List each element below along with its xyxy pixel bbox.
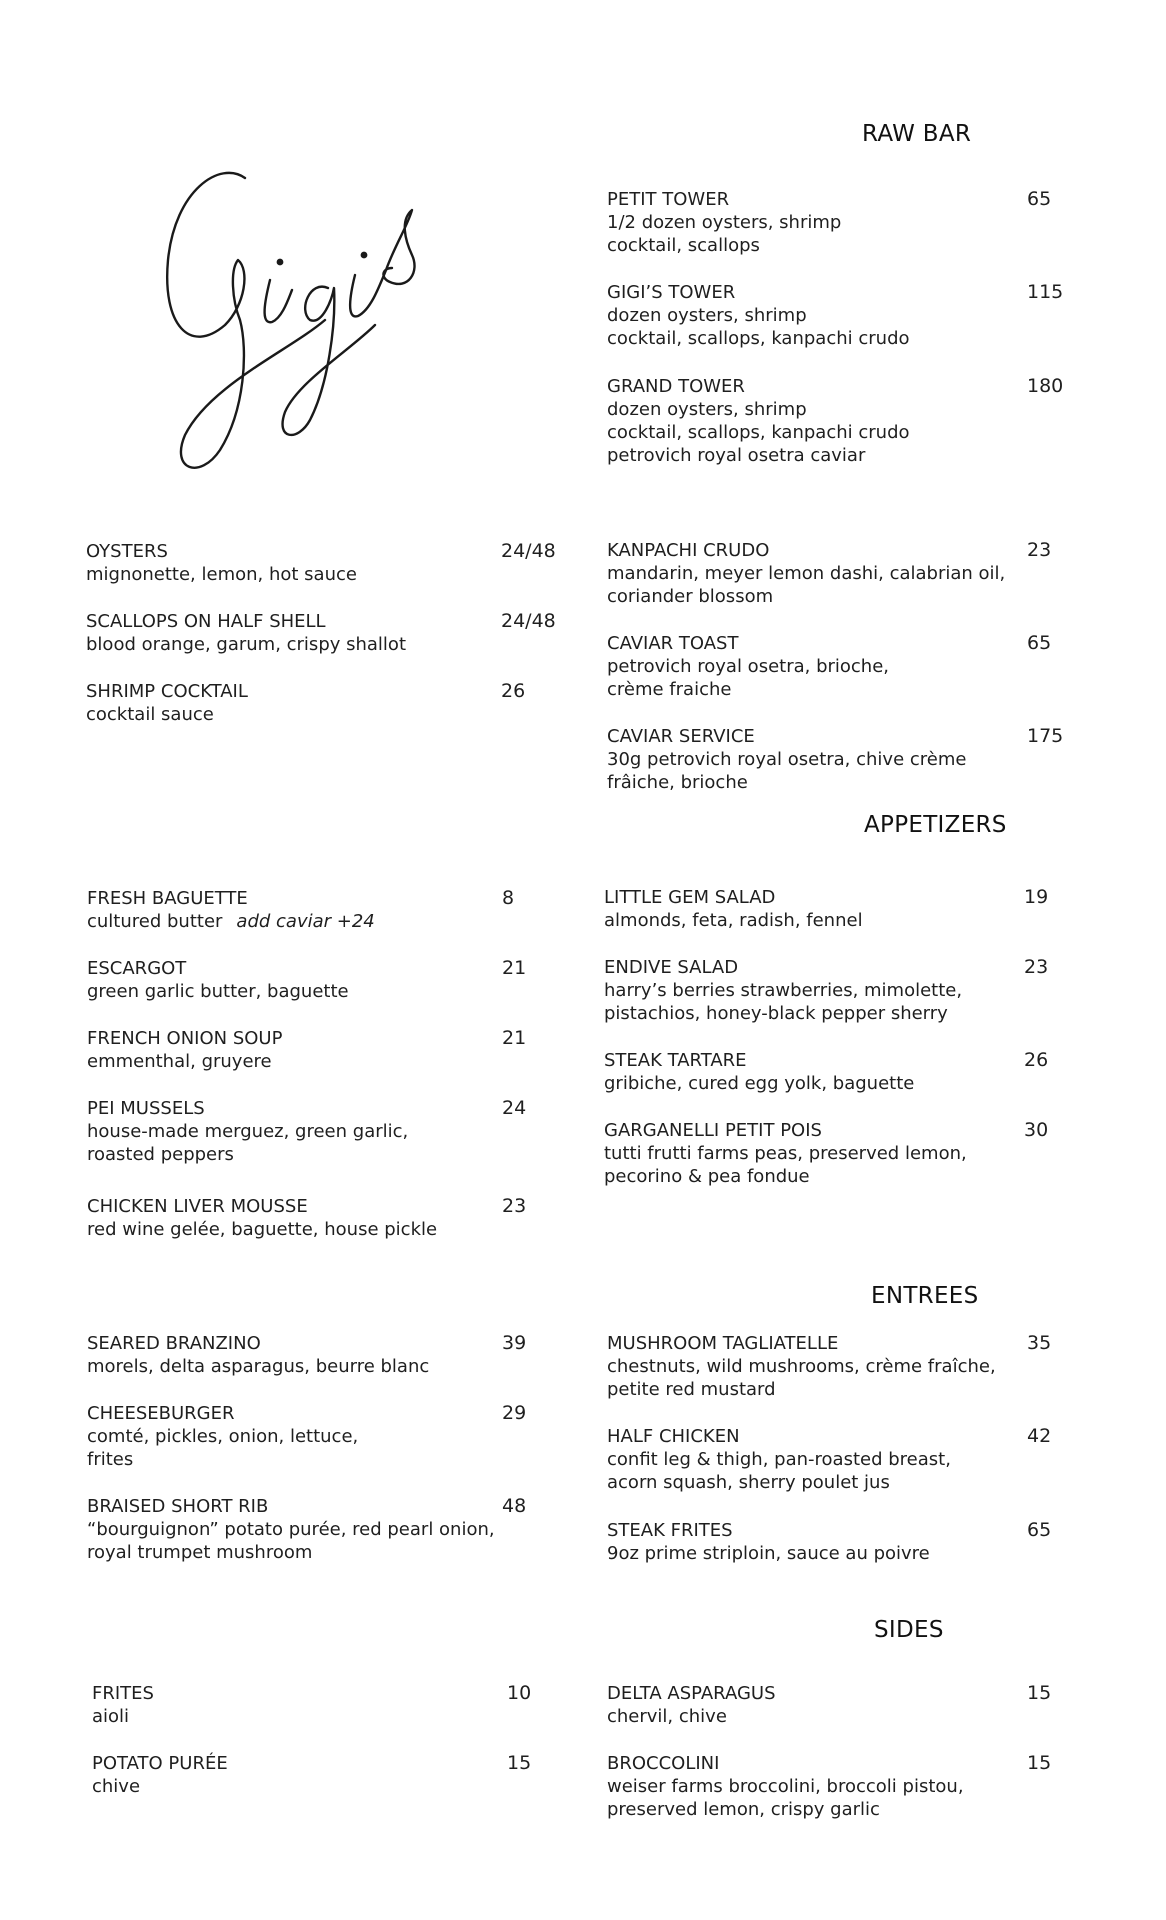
menu-item-description xyxy=(607,211,1057,234)
description-text: 30g petrovich royal osetra, chive crème xyxy=(607,749,967,770)
menu-item xyxy=(87,887,527,933)
menu-item-name: GIGI’S TOWER xyxy=(607,282,736,303)
menu-item xyxy=(604,1049,1057,1095)
menu-item xyxy=(92,1682,532,1728)
menu-item-description xyxy=(604,1072,1057,1095)
menu-item-price: 65 xyxy=(1027,1519,1052,1541)
menu-item-description xyxy=(87,980,527,1003)
menu-item-description xyxy=(92,1705,527,1728)
description-text: pistachios, honey-black pepper sherry xyxy=(604,1003,948,1024)
menu-item-description xyxy=(87,1355,527,1378)
menu-item-description xyxy=(607,234,1057,257)
menu-item-price: 24/48 xyxy=(501,540,556,562)
menu-item xyxy=(607,539,1057,608)
menu-item-description xyxy=(604,909,1057,932)
description-text: dozen oysters, shrimp xyxy=(607,305,807,326)
menu-item-name: STEAK TARTARE xyxy=(604,1050,747,1071)
menu-item-description xyxy=(604,979,1057,1002)
description-text: comté, pickles, onion, lettuce, xyxy=(87,1426,359,1447)
description-text: aioli xyxy=(92,1706,130,1727)
menu-item-description xyxy=(607,678,1057,701)
menu-item-price: 24/48 xyxy=(501,610,556,632)
menu-item-price: 15 xyxy=(1027,1682,1052,1704)
menu-item xyxy=(607,375,1064,467)
description-text: harry’s berries strawberries, mimolette, xyxy=(604,980,963,1001)
menu-item-name: OYSTERS xyxy=(86,541,168,562)
menu-item-description xyxy=(607,562,1057,585)
menu-item-description xyxy=(87,1518,527,1541)
menu-item xyxy=(87,1332,527,1378)
description-text: emmenthal, gruyere xyxy=(87,1051,272,1072)
menu-item-name: ESCARGOT xyxy=(87,958,187,979)
menu-item xyxy=(604,886,1057,932)
menu-item-price: 10 xyxy=(507,1682,532,1704)
menu-item-description xyxy=(607,655,1057,678)
menu-item-description xyxy=(92,1775,527,1798)
description-text: petrovich royal osetra, brioche, xyxy=(607,656,890,677)
menu-item-price: 30 xyxy=(1024,1119,1049,1141)
menu-item-name: MUSHROOM TAGLIATELLE xyxy=(607,1333,839,1354)
menu-item-name: KANPACHI CRUDO xyxy=(607,540,770,561)
menu-item-description xyxy=(86,703,566,726)
menu-item-description xyxy=(607,1798,1057,1821)
heading-sides: SIDES xyxy=(874,1617,944,1643)
menu-item xyxy=(86,680,566,726)
menu-item-name: CAVIAR TOAST xyxy=(607,633,739,654)
menu-item xyxy=(607,1519,1057,1565)
description-text: frites xyxy=(87,1449,134,1470)
description-text: frâiche, brioche xyxy=(607,772,748,793)
description-text: pecorino & pea fondue xyxy=(604,1166,810,1187)
description-text: 1/2 dozen oysters, shrimp xyxy=(607,212,842,233)
menu-item-price: 65 xyxy=(1027,188,1052,210)
menu-item-price: 42 xyxy=(1027,1425,1052,1447)
menu-item-description xyxy=(607,748,1057,771)
menu-item-price: 15 xyxy=(507,1752,532,1774)
menu-item-description xyxy=(604,1002,1057,1025)
description-text: royal trumpet mushroom xyxy=(87,1542,313,1563)
menu-item-description xyxy=(607,421,1057,444)
description-text: cocktail, scallops xyxy=(607,235,760,256)
menu-item xyxy=(604,956,1057,1025)
description-text: weiser farms broccolini, broccoli pistou, xyxy=(607,1776,964,1797)
description-text: gribiche, cured egg yolk, baguette xyxy=(604,1073,915,1094)
menu-item-description xyxy=(607,444,1057,467)
description-text: petite red mustard xyxy=(607,1379,776,1400)
menu-item-description xyxy=(87,1143,527,1166)
menu-item-name: PETIT TOWER xyxy=(607,189,730,210)
menu-item xyxy=(607,1682,1057,1728)
menu-item xyxy=(87,1097,527,1166)
menu-item-description xyxy=(607,1471,1057,1494)
menu-item-price: 26 xyxy=(1024,1049,1049,1071)
menu-item-price: 29 xyxy=(502,1402,527,1424)
menu-item-name: POTATO PURÉE xyxy=(92,1753,228,1774)
menu-item-price: 35 xyxy=(1027,1332,1052,1354)
menu-item xyxy=(87,957,527,1003)
description-text: chestnuts, wild mushrooms, crème fraîche, xyxy=(607,1356,996,1377)
menu-item xyxy=(87,1402,527,1471)
menu-item-name: SHRIMP COCKTAIL xyxy=(86,681,248,702)
menu-item-description xyxy=(604,1142,1057,1165)
menu-item-price: 175 xyxy=(1027,725,1064,747)
heading-appetizers: APPETIZERS xyxy=(864,812,1007,838)
description-text: chive xyxy=(92,1776,141,1797)
menu-item-name: BROCCOLINI xyxy=(607,1753,720,1774)
menu-item-price: 23 xyxy=(502,1195,527,1217)
menu-item-name: STEAK FRITES xyxy=(607,1520,733,1541)
menu-item-description xyxy=(607,585,1057,608)
menu-item-price: 48 xyxy=(502,1495,527,1517)
description-text: acorn squash, sherry poulet jus xyxy=(607,1472,890,1493)
menu-item-addon: add caviar +24 xyxy=(236,911,375,932)
menu-item-description xyxy=(607,1378,1057,1401)
menu-item-name: DELTA ASPARAGUS xyxy=(607,1683,776,1704)
menu-item xyxy=(607,1425,1057,1494)
menu-item xyxy=(607,1332,1057,1401)
menu-item-price: 115 xyxy=(1027,281,1064,303)
menu-item-price: 15 xyxy=(1027,1752,1052,1774)
menu-item-description xyxy=(607,1775,1057,1798)
menu-item-description xyxy=(87,1425,527,1448)
menu-item-description xyxy=(87,1050,527,1073)
menu-item-description xyxy=(87,1120,527,1143)
description-text: cultured butter xyxy=(87,911,223,932)
menu-item-description xyxy=(86,563,566,586)
menu-item xyxy=(607,632,1057,701)
menu-item xyxy=(92,1752,532,1798)
menu-item-description xyxy=(604,1165,1057,1188)
menu-item-description xyxy=(87,1448,527,1471)
menu-item-price: 65 xyxy=(1027,632,1052,654)
menu-item-description xyxy=(607,1355,1057,1378)
menu-item-description xyxy=(87,1218,527,1241)
menu-item-name: GRAND TOWER xyxy=(607,376,745,397)
description-text: cocktail sauce xyxy=(86,704,214,725)
heading-raw-bar: RAW BAR xyxy=(862,121,972,147)
menu-item xyxy=(607,1752,1057,1821)
menu-item-description xyxy=(607,1705,1057,1728)
menu-item xyxy=(86,610,566,656)
menu-item-description xyxy=(607,327,1057,350)
description-text: cocktail, scallops, kanpachi crudo xyxy=(607,422,910,443)
description-text: cocktail, scallops, kanpachi crudo xyxy=(607,328,910,349)
menu-item xyxy=(87,1495,527,1564)
menu-item-description xyxy=(87,1541,527,1564)
description-text: “bourguignon” potato purée, red pearl onion, xyxy=(87,1519,495,1540)
menu-item-price: 21 xyxy=(502,1027,527,1049)
menu-item-description xyxy=(607,1448,1057,1471)
menu-item-name: CAVIAR SERVICE xyxy=(607,726,755,747)
menu-item-price: 21 xyxy=(502,957,527,979)
description-text: mandarin, meyer lemon dashi, calabrian oil, xyxy=(607,563,1006,584)
description-text: almonds, feta, radish, fennel xyxy=(604,910,863,931)
description-text: tutti frutti farms peas, preserved lemon, xyxy=(604,1143,967,1164)
menu-item-name: FRENCH ONION SOUP xyxy=(87,1028,283,1049)
description-text: red wine gelée, baguette, house pickle xyxy=(87,1219,438,1240)
menu-item-name: FRITES xyxy=(92,1683,154,1704)
menu-item-price: 24 xyxy=(502,1097,527,1119)
menu-item-price: 39 xyxy=(502,1332,527,1354)
menu-item-price: 180 xyxy=(1027,375,1064,397)
menu-item-name: PEI MUSSELS xyxy=(87,1098,205,1119)
description-text: green garlic butter, baguette xyxy=(87,981,349,1002)
heading-entrees: ENTREES xyxy=(871,1283,979,1309)
menu-item xyxy=(87,1027,527,1073)
menu-item-name: HALF CHICKEN xyxy=(607,1426,740,1447)
menu-item-price: 23 xyxy=(1024,956,1049,978)
menu-item-description xyxy=(86,633,566,656)
description-text: chervil, chive xyxy=(607,1706,727,1727)
menu-item-description xyxy=(607,398,1057,421)
description-text: mignonette, lemon, hot sauce xyxy=(86,564,357,585)
menu-item xyxy=(87,1195,527,1241)
menu-item-price: 23 xyxy=(1027,539,1052,561)
menu-item-price: 8 xyxy=(502,887,515,909)
description-text: dozen oysters, shrimp xyxy=(607,399,807,420)
menu-item-description xyxy=(607,1542,1057,1565)
description-text: morels, delta asparagus, beurre blanc xyxy=(87,1356,430,1377)
description-text: crème fraiche xyxy=(607,679,732,700)
menu-item xyxy=(86,540,566,586)
menu-item-name: GARGANELLI PETIT POIS xyxy=(604,1120,822,1141)
menu-item-name: LITTLE GEM SALAD xyxy=(604,887,776,908)
menu-item xyxy=(607,725,1064,794)
menu-item-description xyxy=(607,771,1057,794)
menu-item xyxy=(604,1119,1057,1188)
menu-item-name: CHICKEN LIVER MOUSSE xyxy=(87,1196,308,1217)
menu-item-name: SEARED BRANZINO xyxy=(87,1333,261,1354)
description-text: petrovich royal osetra caviar xyxy=(607,445,866,466)
menu-item xyxy=(607,188,1057,257)
menu-item-name: BRAISED SHORT RIB xyxy=(87,1496,269,1517)
menu-item-price: 19 xyxy=(1024,886,1049,908)
menu-item-price: 26 xyxy=(501,680,526,702)
gigis-script-logo xyxy=(150,150,510,490)
menu-item-name: FRESH BAGUETTE xyxy=(87,888,248,909)
menu-item-name: SCALLOPS ON HALF SHELL xyxy=(86,611,326,632)
menu-item-name: ENDIVE SALAD xyxy=(604,957,739,978)
description-text: roasted peppers xyxy=(87,1144,234,1165)
description-text: preserved lemon, crispy garlic xyxy=(607,1799,880,1820)
description-text: 9oz prime striploin, sauce au poivre xyxy=(607,1543,930,1564)
description-text: blood orange, garum, crispy shallot xyxy=(86,634,407,655)
description-text: house-made merguez, green garlic, xyxy=(87,1121,409,1142)
menu-item xyxy=(607,281,1064,350)
description-text: confit leg & thigh, pan-roasted breast, xyxy=(607,1449,951,1470)
menu-item-description xyxy=(87,910,527,933)
menu-item-name: CHEESEBURGER xyxy=(87,1403,235,1424)
description-text: coriander blossom xyxy=(607,586,774,607)
menu-item-description xyxy=(607,304,1057,327)
